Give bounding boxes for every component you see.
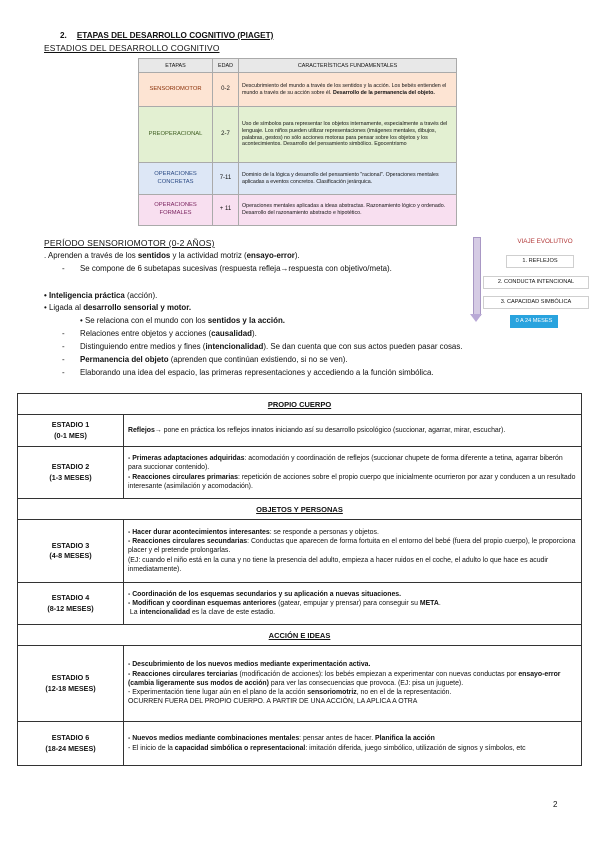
estadio-cell: ESTADIO 3 (4-8 MESES) [18, 520, 124, 583]
estadio-content: - Primeras adaptaciones adquiridas: acomodación y coordinación de reflejos (succionar chupete de forma diferente a tetina, agarrar biberón para succionar contenido). - Reacciones circulares primarias: repetición de acciones sobre el propio cuerpo que inicialmente ocurrieron por azar y conducen a un resultado interesante (asimilación y acomodación). [124, 447, 582, 499]
stage-desc: Operaciones mentales aplicadas a ideas abstractas. Razonamiento lógico y ordenado. Desarrollo del razonamiento abstracto e hipotético. [239, 195, 457, 226]
page-number: 2 [553, 800, 558, 809]
estadio-cell: ESTADIO 2 (1-3 MESES) [18, 447, 124, 499]
stages-row [139, 195, 457, 226]
table-row [18, 646, 582, 722]
stage-desc-bold: Desarrollo de la permanencia del objeto. [333, 89, 435, 96]
stage-age: 2-7 [213, 107, 239, 163]
section-propio-cuerpo: PROPIO CUERPO [18, 394, 582, 415]
period-dash: - [62, 368, 65, 377]
period-dash: - [62, 329, 65, 338]
period-dash: - [62, 264, 65, 273]
period-dash: - [62, 342, 65, 351]
stages-header-etapas: ETAPAS [139, 59, 213, 73]
substages-table [17, 393, 582, 766]
table-row [18, 722, 582, 766]
estadio-content: - Nuevos medios mediante combinaciones mentales: pensar antes de hacer. Planifica la acción - El inicio de la capacidad simbólica o representacional: imitación diferida, juego simbólico, utilización de signos y símbolos, etc [124, 722, 582, 766]
table-row [18, 415, 582, 447]
estadio-cell: ESTADIO 1 (0-1 MES) [18, 415, 124, 447]
section-title-text: ETAPAS DEL DESARROLLO COGNITIVO (PIAGET) [76, 31, 274, 40]
section-accion-ideas: ACCIÓN E IDEAS [18, 625, 582, 646]
stages-table-header [139, 59, 457, 73]
stage-name: PREOPERACIONAL [139, 107, 213, 163]
estadio-content: Reflejos→ pone en práctica los reflejos innatos iniciando así su desarrollo psicológico (succionar, agarrar, mirar, escuchar). [124, 415, 582, 447]
subtitle: ESTADIOS DEL DESARROLLO COGNITIVO [44, 43, 220, 53]
estadio-cell: ESTADIO 6 (18-24 MESES) [18, 722, 124, 766]
table-row [18, 447, 582, 499]
estadio-content: - Coordinación de los esquemas secundarios y su aplicación a nuevas situaciones. - Modifican y coordinan esquemas anteriores (gatear, empujar y prensar) para conseguir su META. La intencionalidad es la clave de este estadio. [124, 583, 582, 625]
viaje-arrow-shaft [473, 237, 481, 316]
stage-age: + 11 [213, 195, 239, 226]
arrow-down-icon [470, 314, 482, 322]
period-title: PERÍODO SENSORIOMOTOR (0-2 AÑOS) [44, 238, 215, 248]
viaje-item: 0 A 24 MESES [510, 315, 558, 328]
stages-header-edad: EDAD [213, 59, 239, 73]
period-line: Permanencia del objeto (aprenden que continúan existiendo, si no se ven). [80, 355, 348, 364]
period-line: Se compone de 6 subetapas sucesivas (respuesta refleja→respuesta con objetivo/meta). [80, 264, 392, 273]
stages-header-caracteristicas: CARACTERÍSTICAS FUNDAMENTALES [239, 59, 457, 73]
section-title [60, 31, 273, 40]
viaje-item: 1. REFLEJOS [506, 255, 574, 268]
stage-age: 0-2 [213, 73, 239, 107]
period-line: Relaciones entre objetos y acciones (causalidad). [80, 329, 257, 338]
period-dash: - [62, 355, 65, 364]
table-row [18, 583, 582, 625]
stage-name: OPERACIONES CONCRETAS [139, 163, 213, 195]
stage-desc-text: Descubrimiento del mundo a través de los sentidos y la acción. Los bebés entienden el mundo a través de su acción sobre él. [242, 82, 447, 96]
stages-table [138, 58, 457, 226]
period-bullet: • Ligada al desarrollo sensorial y motor. [44, 303, 192, 312]
section-row [18, 499, 582, 520]
section-row [18, 394, 582, 415]
table-row [18, 520, 582, 583]
section-number: 2. [60, 31, 67, 40]
period-line: Distinguiendo entre medios y fines (intencionalidad). Se dan cuenta que con sus actos pueden pasar cosas. [80, 342, 463, 351]
stages-row [139, 107, 457, 163]
viaje-title: VIAJE EVOLUTIVO [517, 238, 573, 245]
viaje-item: 2. CONDUCTA INTENCIONAL [483, 276, 589, 289]
stage-age: 7-11 [213, 163, 239, 195]
stages-row [139, 73, 457, 107]
stage-desc: Dominio de la lógica y desarrollo del pensamiento "racional". Operaciones mentales aplicadas a eventos concretos. Clasificación jerárquica. [239, 163, 457, 195]
period-line: . Aprenden a través de los sentidos y la actividad motriz (ensayo-error). [44, 251, 300, 260]
section-objetos-personas: OBJETOS Y PERSONAS [18, 499, 582, 520]
viaje-item: 3. CAPACIDAD SIMBÓLICA [483, 296, 589, 309]
estadio-cell: ESTADIO 5 (12-18 MESES) [18, 646, 124, 722]
stage-desc [239, 73, 457, 107]
estadio-content: - Descubrimiento de los nuevos medios mediante experimentación activa. - Reacciones circulares terciarias (modificación de acciones): los bebés empiezan a experimentar con nuevas conductas por ensayo-error (cambia ligeramente sus modos de acción) para ver las consecuencias que provoca. (EJ: pisa un juguete). - Experimentación tiene lugar aún en el plano de la acción sensoriomotriz, no en el de la representación. OCURREN FUERA DEL PROPIO CUERPO. A PARTIR DE UNA ACCIÓN, LA APLICA A OTRA [124, 646, 582, 722]
stages-row [139, 163, 457, 195]
estadio-cell: ESTADIO 4 (8-12 MESES) [18, 583, 124, 625]
period-bullet: • Se relaciona con el mundo con los sentidos y la acción. [80, 316, 285, 325]
section-row [18, 625, 582, 646]
stage-desc: Uso de símbolos para representar los objetos internamente, especialmente a través del lenguaje. Los niños pueden utilizar representaciones (imágenes mentales, dibujos, palabras, gestos) no sólo acciones motoras para pensar sobre los objetos y los acontecimientos. Desarrollo del pensamiento simbólico. Egocentrismo [239, 107, 457, 163]
estadio-content: - Hacer durar acontecimientos interesantes: se responde a personas y objetos. - Reacciones circulares secundarias: Conductas que aparecen de forma fortuita en el entorno del bebé (fuera del propio cuerpo), le proporciona placer y el pretende prolongarlas. (EJ: cuando el niño está en la cuna y no tiene la presencia del adulto, empieza a hacer ruidos en el coche, el adulto lo que hace es acudir inmediatamente). [124, 520, 582, 583]
stage-name: SENSORIOMOTOR [139, 73, 213, 107]
stage-name: OPERACIONES FORMALES [139, 195, 213, 226]
period-bullet: • Inteligencia práctica (acción). [44, 291, 158, 300]
period-line: Elaborando una idea del espacio, las primeras representaciones y accediendo a la función simbólica. [80, 368, 434, 377]
